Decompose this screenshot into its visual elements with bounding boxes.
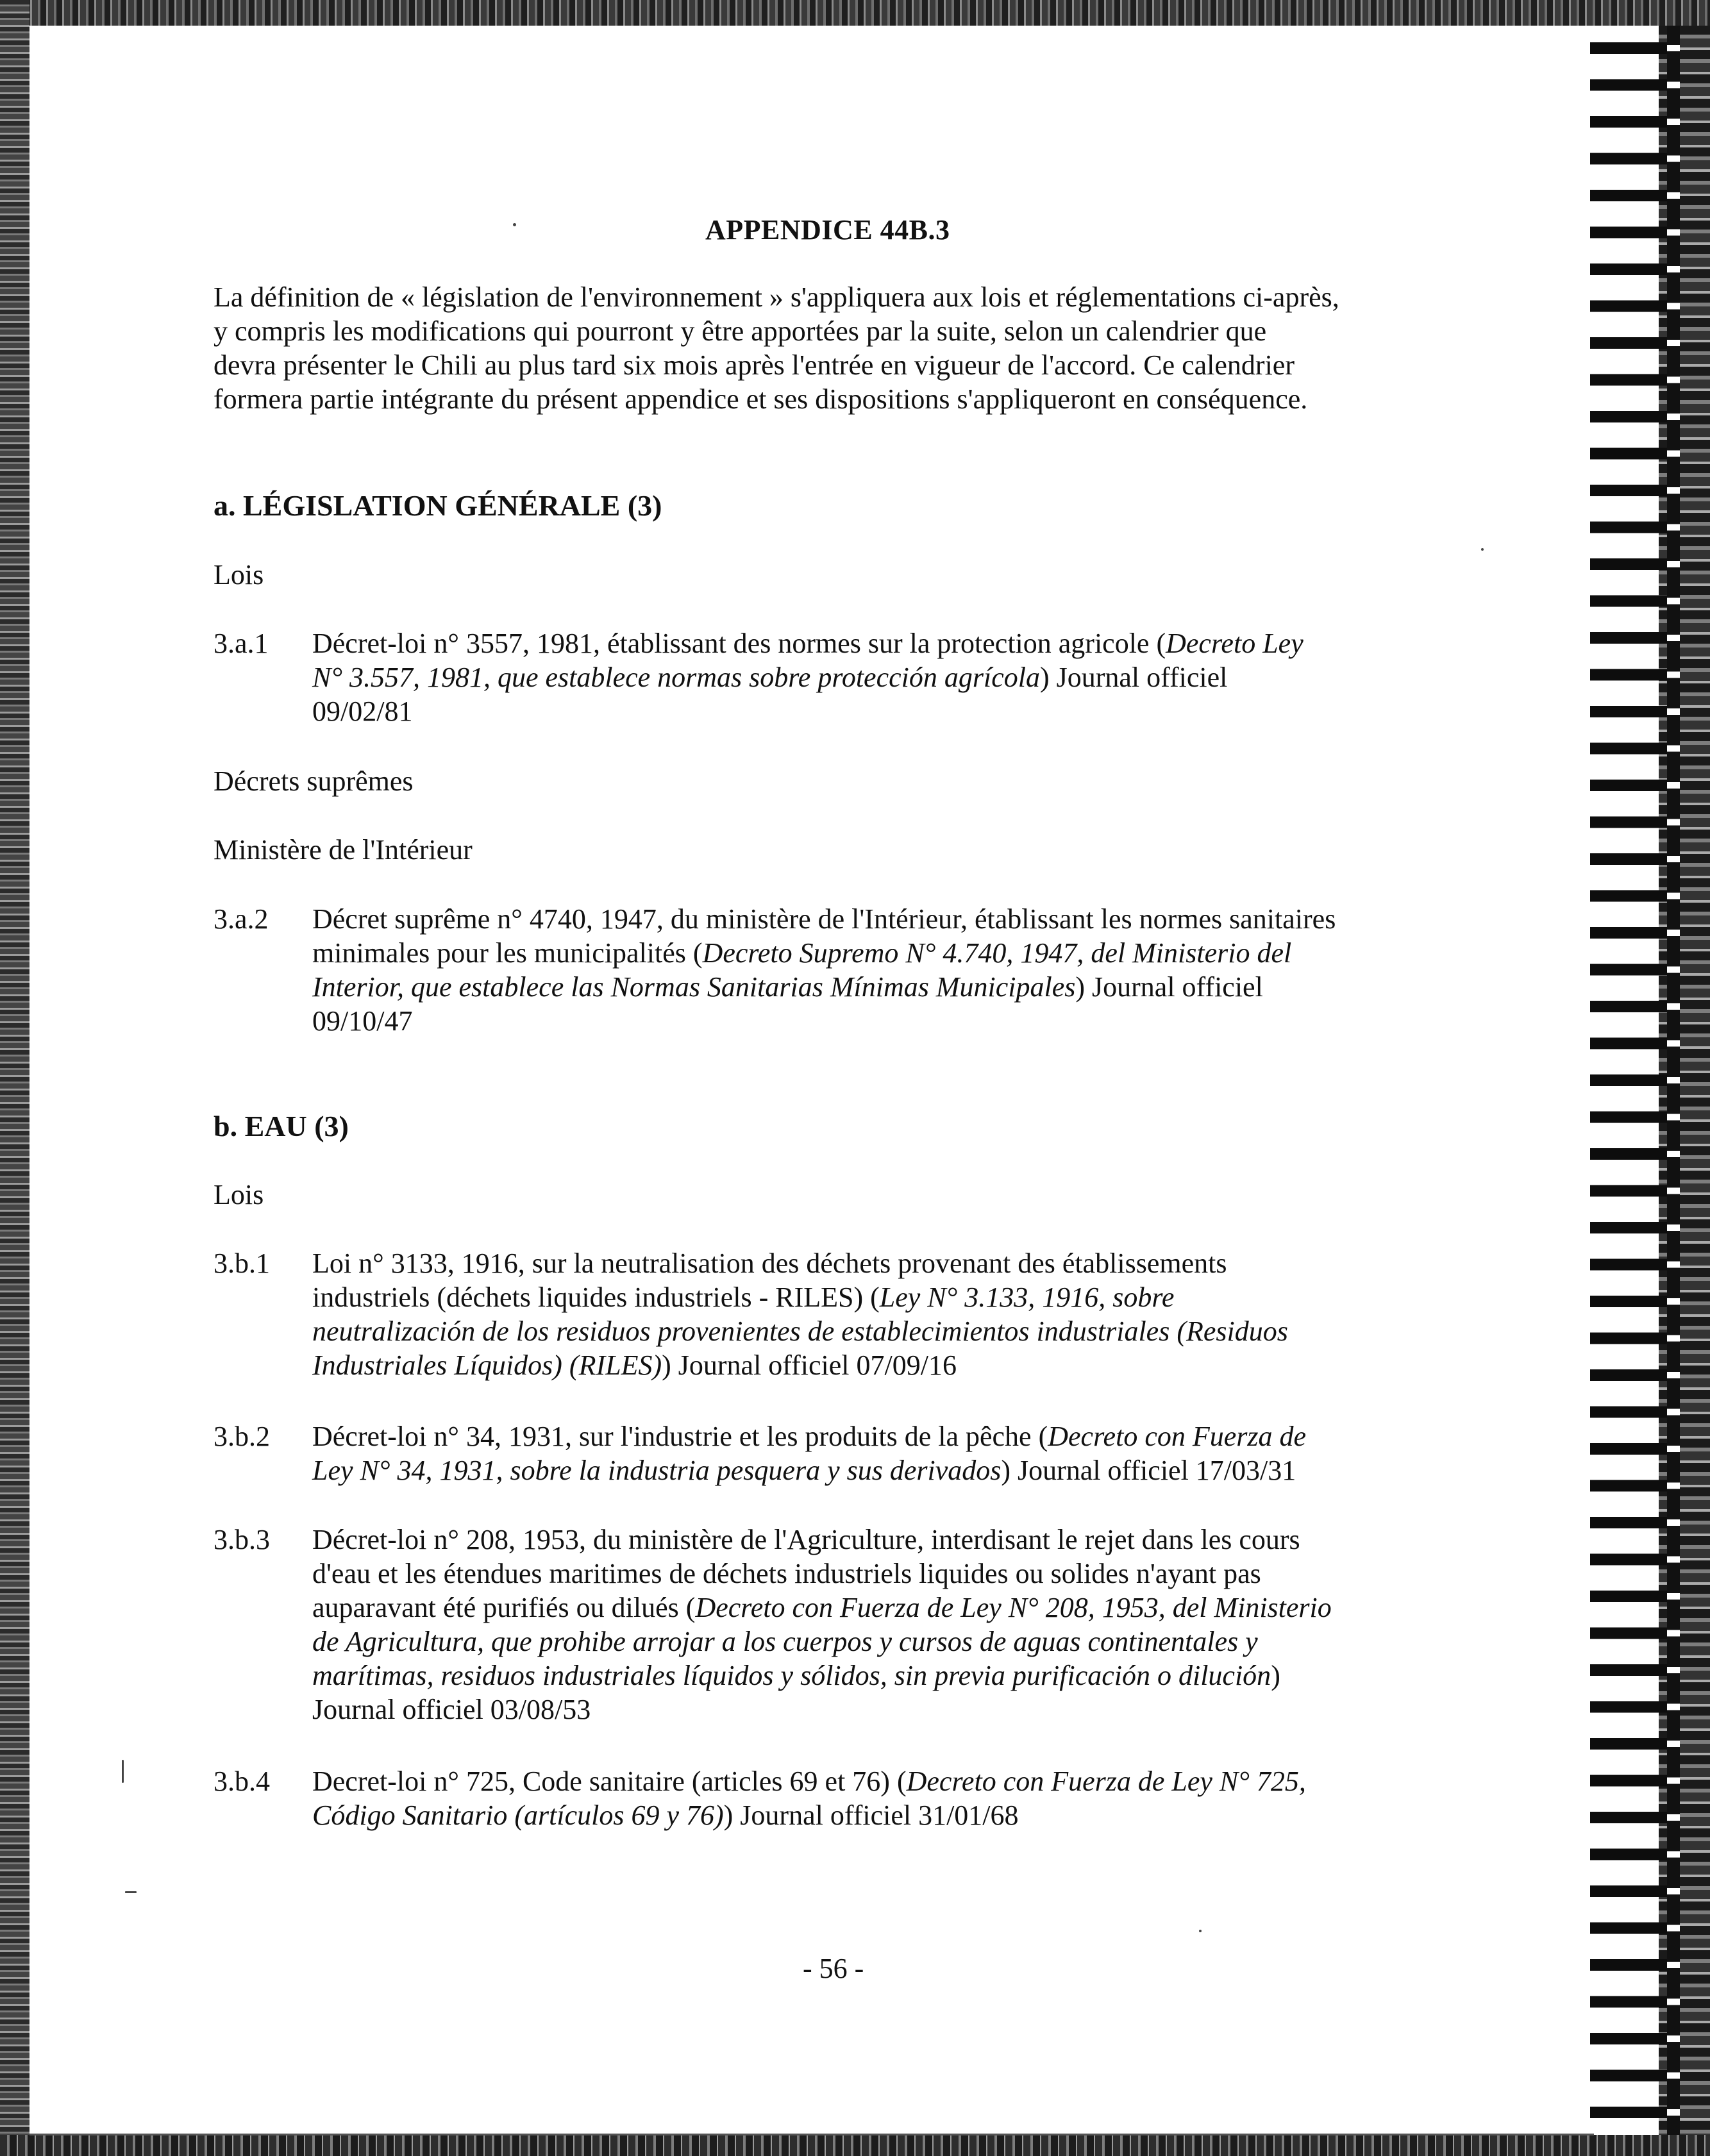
binding-coils [1590,26,1710,2135]
entry-number: 3.b.4 [214,1766,270,1797]
scan-edge-bottom [0,2135,1710,2156]
intro-line: formera partie intégrante du présent appendice et ses dispositions s'appliqueront en conséquence. [214,383,1308,415]
entry-number: 3.b.2 [214,1421,270,1452]
page-number: - 56 - [803,1953,864,1984]
scan-mark [125,1891,137,1893]
entry-number: 3.b.1 [214,1248,270,1279]
entry-number: 3.a.2 [214,903,269,935]
page-bottom-border [29,2134,1594,2135]
entry-text: Décret-loi n° 208, 1953, du ministère de l'Agriculture, interdisant le rejet dans les cours d'eau et les étendues maritimes de déchets industriels liquides ou solides n'ayant pas auparavant été purifiés ou dilués (Decreto con Fuerza de Ley N° 208, 1953, del Ministerio de Agricultura, que prohibe arrojar a los cuerpos y cursos de aguas continentales y marítimas, residuos industriales líquidos y sólidos, sin previa purificación o dilución) Journal officiel 03/08/53 [312,1524,1332,1725]
entry-text: Décret-loi n° 3557, 1981, établissant des normes sur la protection agricole (Decreto Ley N° 3.557, 1981, que establece normas sobre protección agrícola) Journal officiel 09/02/81 [312,628,1303,727]
entry-number: 3.a.1 [214,628,269,659]
subheading-ministere: Ministère de l'Intérieur [214,834,473,865]
subheading-lois: Lois [214,1179,264,1210]
scan-mark [122,1760,124,1783]
scan-speck [1199,1930,1202,1932]
entry-text: Décret suprême n° 4740, 1947, du ministère de l'Intérieur, établissant les normes sanitaires minimales pour les municipalités (Decreto Supremo N° 4.740, 1947, del Ministerio del Interior, que establece las Normas Sanitarias Mínimas Municipales) Journal officiel 09/10/47 [312,903,1336,1037]
appendix-title: APPENDICE 44B.3 [705,214,950,246]
entry-text: Décret-loi n° 34, 1931, sur l'industrie et les produits de la pêche (Decreto con Fuerza de Ley N° 34, 1931, sobre la industria pesquera y sus derivados) Journal officiel 17/03/31 [312,1421,1307,1486]
section-heading-a: a. LÉGISLATION GÉNÉRALE (3) [214,489,662,522]
intro-line: y compris les modifications qui pourront y être apportées par la suite, selon un calendrier que [214,315,1267,347]
scan-speck [513,223,516,226]
section-heading-b: b. EAU (3) [214,1110,349,1142]
binding-coil-stems [1667,26,1680,2135]
entry-text: Loi n° 3133, 1916, sur la neutralisation des déchets provenant des établissements industriels (déchets liquides industriels - RILES) (Ley N° 3.133, 1916, sobre neutralización de los residuos provenientes de establecimientos industriales (Residuos Industriales Líquidos) (RILES)) Journal officiel 07/09/16 [312,1248,1288,1381]
scan-speck [1481,548,1484,551]
subheading-lois: Lois [214,559,264,590]
spiral-binding [1590,26,1710,2135]
entry-number: 3.b.3 [214,1524,270,1555]
scan-edge-top [0,0,1710,26]
entry-text: Decret-loi n° 725, Code sanitaire (articles 69 et 76) (Decreto con Fuerza de Ley N° 725, Código Sanitario (artículos 69 y 76)) Journal officiel 31/01/68 [312,1766,1306,1831]
subheading-decrets-supremes: Décrets suprêmes [214,765,414,797]
intro-line: devra présenter le Chili au plus tard six mois après l'entrée en vigueur de l'accord. Ce calendrier [214,349,1295,381]
intro-paragraph [214,280,1339,416]
intro-line: La définition de « législation de l'environnement » s'appliquera aux lois et réglementations ci-après, [214,281,1339,313]
scan-edge-left [0,0,29,2156]
